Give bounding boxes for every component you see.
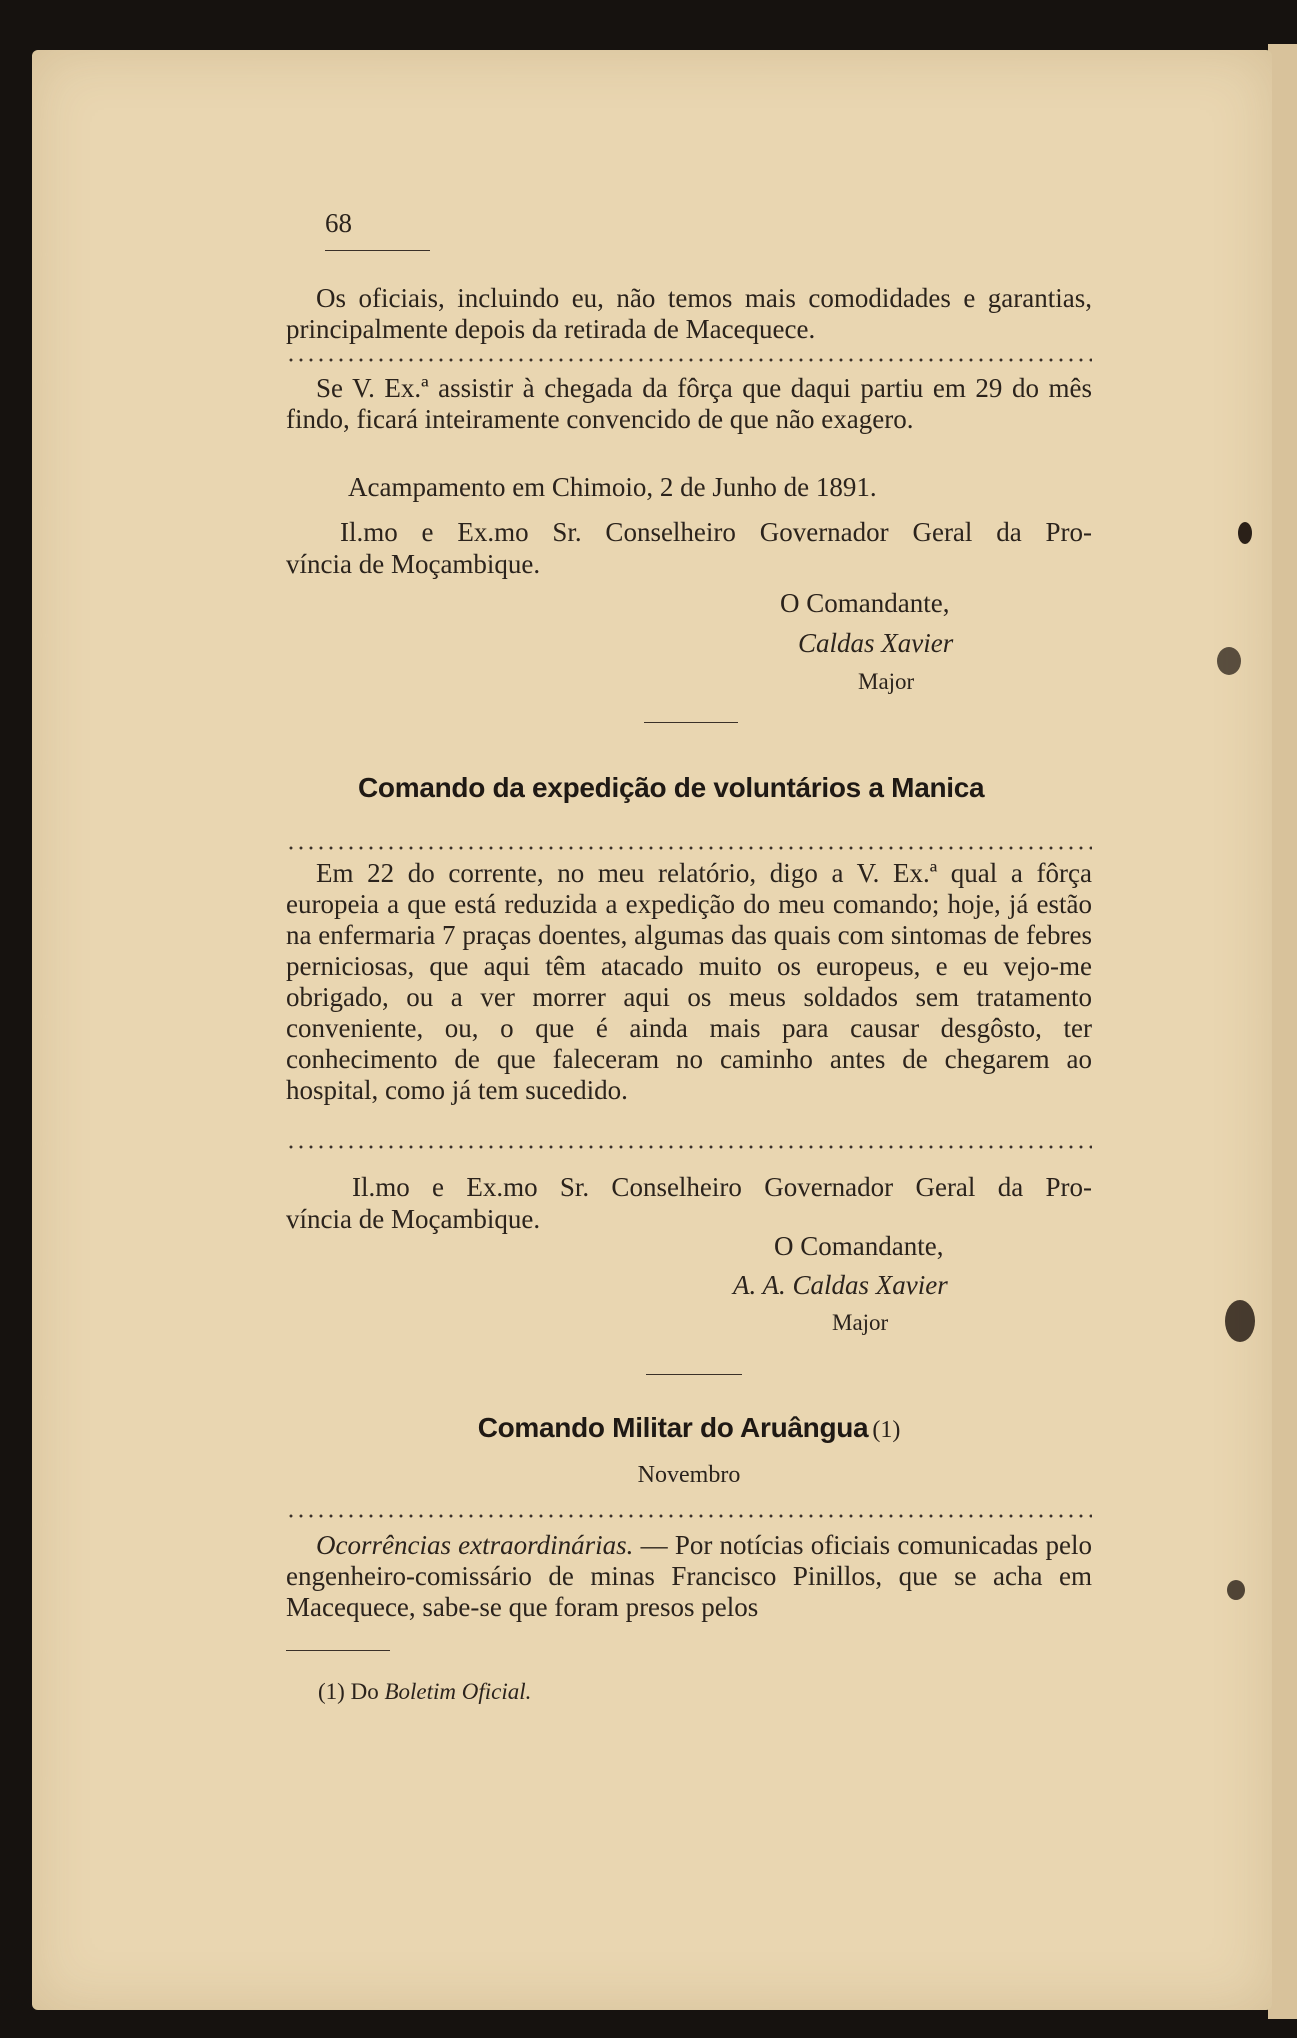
letter1-rank: Major: [858, 669, 915, 694]
section3-subheading: Novembro: [637, 1462, 741, 1488]
section2-paragraph: Em 22 do corrente, no meu relatório, digo a V. Ex.ª qual a fôrça europeia a que está reduzida a expedição do meu comando; hoje, já estão na enfermaria 7 praças doentes, algumas das quais com sintomas de febres perniciosas, que aqui têm atacado muito os europeus, e eu vejo-me obrigado, ou a ver morrer aqui os meus soldados sem tratamento conveniente, ou, o que é ainda mais para causar desgôsto, ter conhecimento de que faleceram no caminho antes de chegarem ao hospital, como já tem sucedido.: [286, 858, 1092, 1105]
section3-heading-row: [286, 1412, 1092, 1446]
ellipsis-dots: [286, 1514, 1092, 1518]
section3-paragraph-lead: Ocorrências extraordinárias.: [316, 1530, 634, 1560]
letter1-addressee-line-1: [286, 517, 1092, 548]
footnote-marker: (1): [318, 1679, 345, 1704]
section2-signature: A. A. Caldas Xavier: [733, 1270, 948, 1300]
letter1-paragraph-2: Se V. Ex.ª assistir à chegada da fôrça que daqui partiu em 29 do mês findo, ficará inteiramente convencido de que não exagero.: [286, 373, 1092, 434]
footnote: [318, 1676, 531, 1707]
section-divider: [646, 1374, 742, 1375]
footnote-rule: [286, 1650, 390, 1651]
letter1-addressee-text: Il.mo e Ex.mo Sr. Conselheiro Governador Geral da Pro-: [340, 517, 1092, 547]
ink-stain: [1238, 522, 1252, 544]
ellipsis-dots: [286, 1145, 1092, 1149]
letter1-signature: Caldas Xavier: [798, 628, 954, 658]
section3-paragraph: [286, 1530, 1092, 1623]
section2-closing: O Comandante,: [774, 1231, 944, 1261]
section2-addressee-text: Il.mo e Ex.mo Sr. Conselheiro Governador Geral da Pro-: [352, 1172, 1092, 1202]
section2-addressee-line-1: [286, 1172, 1092, 1203]
section2-addressee-line-2: víncia de Moçambique.: [286, 1204, 541, 1234]
ellipsis-dots: [286, 358, 1092, 362]
page-number: 68: [325, 208, 352, 238]
letter1-closing: O Comandante,: [780, 588, 950, 618]
ink-stain: [1227, 1580, 1245, 1600]
ellipsis-dots: [286, 846, 1092, 850]
letter1-addressee-line-2: víncia de Moçambique.: [286, 549, 541, 579]
section-divider: [644, 722, 738, 723]
letter1-paragraph-1: Os oficiais, incluindo eu, não temos mais comodidades e garantias, principalmente depois da retirada de Macequece.: [286, 283, 1092, 344]
letter1-place-date: Acampamento em Chimoio, 2 de Junho de 1891.: [348, 472, 877, 502]
section3-paragraph-rest: — Por notícias oficiais comunicadas pelo engenheiro-comissário de minas Francisco Pinillos, que se acha em Macequece, sabe-se que foram presos pelos: [286, 1530, 1092, 1622]
section3-footnote-ref: (1): [872, 1417, 901, 1443]
ink-stain: [1225, 1300, 1255, 1342]
section2-rank: Major: [832, 1310, 889, 1335]
footnote-prefix: Do: [350, 1679, 385, 1704]
ink-stain: [1217, 647, 1241, 675]
page-number-rule: [325, 250, 430, 251]
section2-heading: Comando da expedição de voluntários a Manica: [358, 772, 985, 803]
footnote-source: Boletim Oficial.: [384, 1679, 532, 1704]
section3-heading: Comando Militar do Aruângua: [477, 1412, 869, 1443]
adjacent-page-edge: [1268, 44, 1297, 2019]
